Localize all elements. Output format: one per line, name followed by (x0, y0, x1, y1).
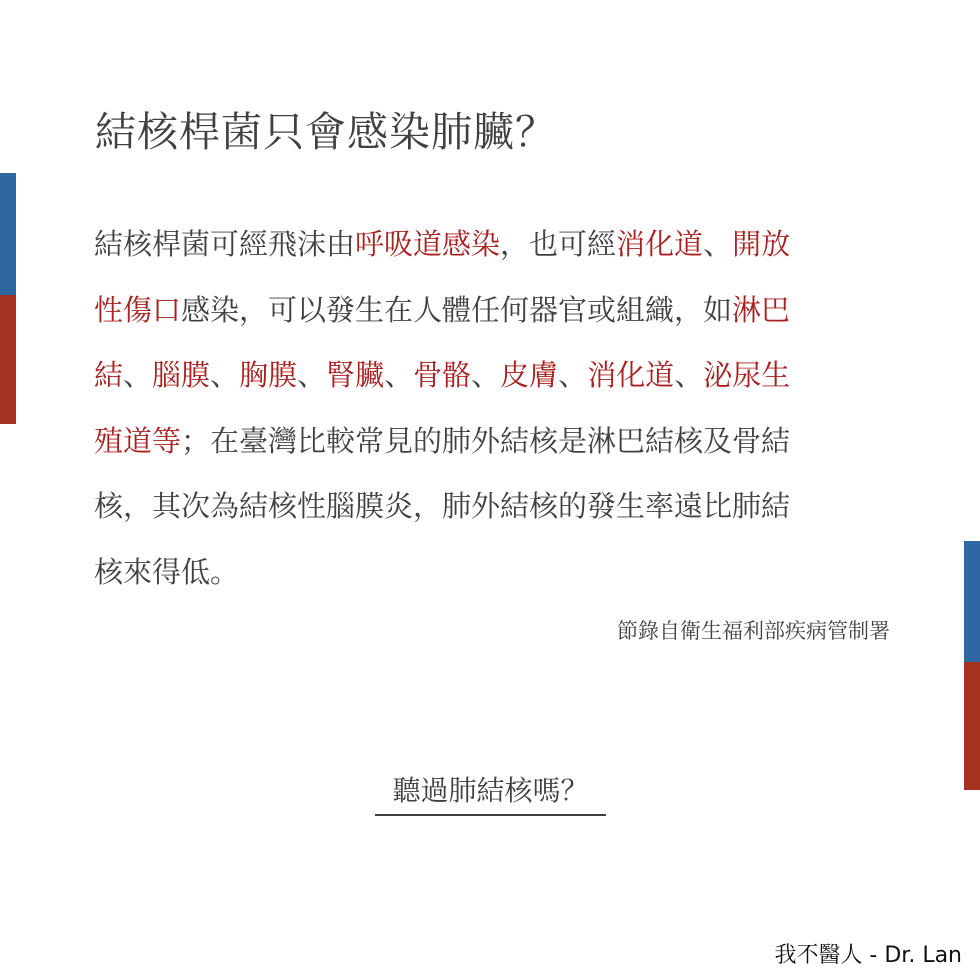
body-paragraph (94, 212, 894, 606)
highlighted-term: 腎臟 (326, 358, 385, 393)
highlighted-term: 結 (94, 358, 124, 393)
signature: 我不醫人 - Dr. Lan (774, 943, 962, 968)
paragraph-text: ；在臺灣比較常見的肺外結核是淋巴結核及骨結 (181, 423, 791, 458)
paragraph-line (94, 474, 894, 540)
cta-link[interactable]: 聽過肺結核嗎？ (375, 770, 606, 816)
highlighted-term: 消化道 (616, 227, 704, 261)
paragraph-text: 、 (674, 358, 704, 393)
accent-bar-left-blue (0, 173, 16, 295)
paragraph-line (94, 278, 894, 344)
highlighted-term: 性傷口 (94, 292, 182, 327)
highlighted-term: 呼吸道感染 (355, 227, 501, 261)
paragraph-text: 、 (384, 358, 414, 393)
accent-bar-left-red (0, 295, 16, 424)
highlighted-term: 泌尿生 (703, 358, 791, 393)
paragraph-text: 核，其次為結核性腦膜炎，肺外結核的發生率遠比肺結 (94, 489, 791, 524)
highlighted-term: 骨骼 (413, 358, 472, 393)
paragraph-text: 結核桿菌可經飛沫由 (94, 227, 356, 261)
highlighted-term: 腦膜 (152, 358, 211, 393)
page-title: 結核桿菌只會感染肺臟？ (95, 108, 557, 156)
paragraph-line (94, 212, 894, 278)
highlighted-term: 胸膜 (239, 358, 298, 393)
highlighted-term: 開放 (732, 227, 791, 261)
paragraph-text: 感染，可以發生在人體任何器官或組織，如 (181, 292, 733, 327)
paragraph-line (94, 343, 894, 409)
paragraph-line (94, 409, 894, 475)
highlighted-term: 消化道 (587, 358, 675, 393)
paragraph-line (94, 540, 894, 606)
source-credit: 節錄自衛生福利部疾病管制署 (617, 619, 890, 643)
highlighted-term: 淋巴 (732, 292, 791, 327)
paragraph-text: 核來得低。 (94, 554, 240, 589)
paragraph-text: 、 (703, 227, 733, 261)
accent-bar-right-blue (964, 541, 980, 662)
accent-bar-right-red (964, 662, 980, 790)
paragraph-text: 、 (123, 358, 153, 393)
paragraph-text: 、 (558, 358, 588, 393)
paragraph-text: 、 (297, 358, 327, 393)
paragraph-text: 、 (210, 358, 240, 393)
highlighted-term: 殖道等 (94, 423, 182, 458)
paragraph-text: 、 (471, 358, 501, 393)
paragraph-text: ，也可經 (500, 227, 617, 261)
highlighted-term: 皮膚 (500, 358, 559, 393)
